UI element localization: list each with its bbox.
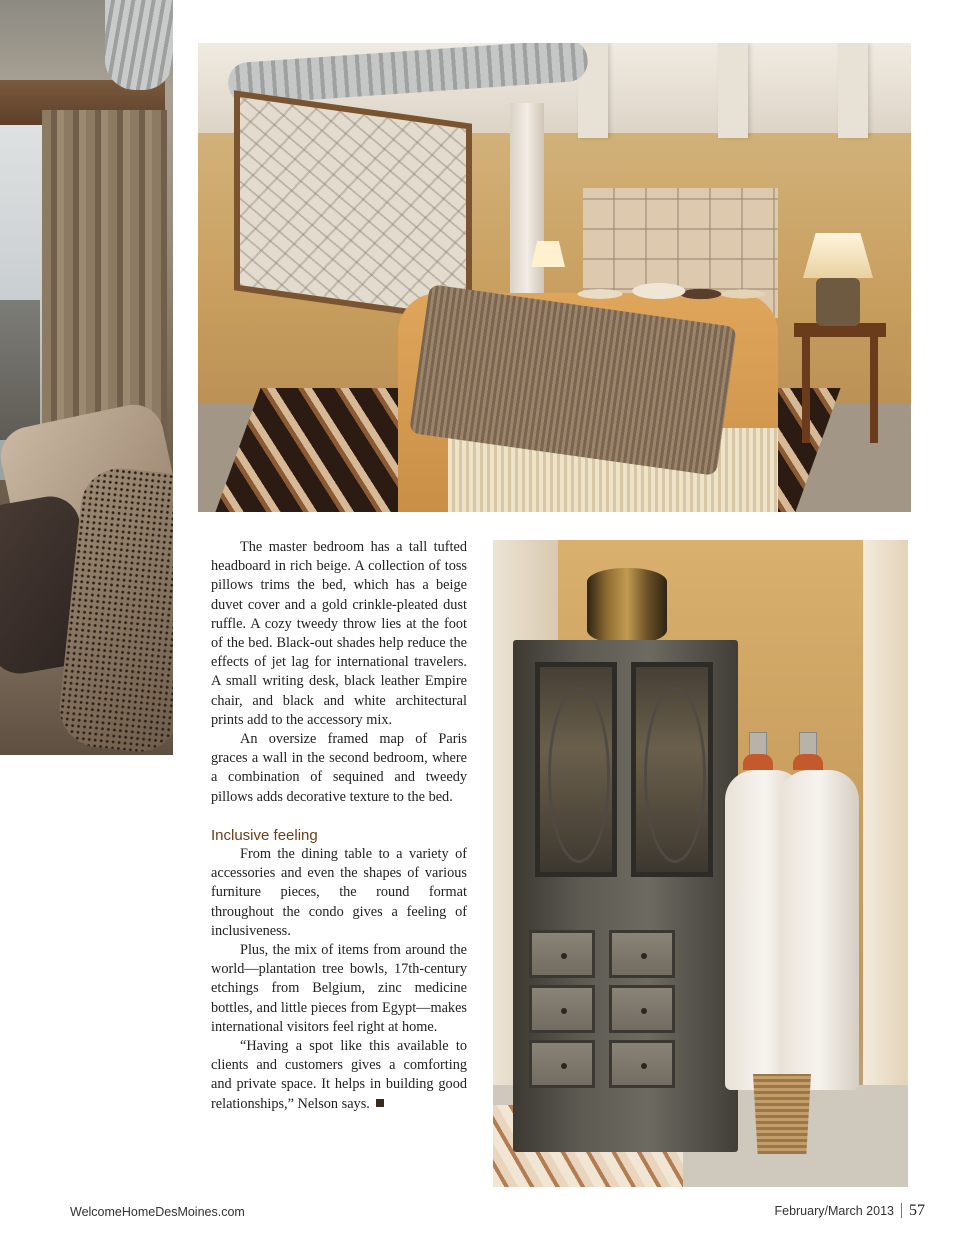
photo-wall-hook bbox=[799, 732, 817, 756]
article-paragraph: Plus, the mix of items from around the world—plantation tree bowls, 17th-century etchings from Belgium, zinc medicine bottles, and little pieces from Egypt—makes international visitors feel right at home. bbox=[211, 942, 467, 1035]
photo-robe bbox=[779, 770, 859, 1090]
photo-hanger bbox=[743, 754, 773, 770]
article-subhead: Inclusive feeling bbox=[211, 826, 318, 844]
photo-wastebasket bbox=[753, 1074, 811, 1154]
photo-glass-door bbox=[631, 662, 713, 877]
page-number: 57 bbox=[909, 1202, 925, 1219]
article-paragraph-text: “Having a spot like this available to clients and customers gives a comforting and private space. It helps in building good relationships,” Nelson says. bbox=[211, 1038, 467, 1112]
photo-ceiling-duct bbox=[105, 0, 173, 90]
photo-armoire-robes bbox=[493, 540, 908, 1187]
photo-drawer bbox=[609, 985, 675, 1033]
photo-drawer bbox=[529, 985, 595, 1033]
article-final-paragraph bbox=[211, 1037, 467, 1114]
photo-glass-door bbox=[535, 662, 617, 877]
footer-folio bbox=[774, 1202, 925, 1220]
photo-drawer bbox=[609, 1040, 675, 1088]
footer-divider bbox=[901, 1203, 902, 1218]
photo-side-table bbox=[794, 323, 886, 443]
photo-drawer bbox=[609, 930, 675, 978]
photo-window-buildings bbox=[0, 300, 40, 440]
photo-drawer bbox=[529, 1040, 595, 1088]
photo-curtain bbox=[42, 110, 167, 440]
photo-master-bedroom bbox=[198, 43, 911, 512]
photo-ceiling-beam bbox=[718, 43, 748, 138]
photo-lamp-base bbox=[816, 278, 860, 326]
photo-hanger bbox=[793, 754, 823, 770]
article-paragraph: An oversize framed map of Paris graces a wall in the second bedroom, where a combination of sequined and tweedy pillows adds decorative texture to the bed. bbox=[211, 731, 467, 805]
photo-decorative-box bbox=[587, 568, 667, 644]
footer-issue: February/March 2013 bbox=[774, 1204, 894, 1218]
photo-ceiling-beam bbox=[838, 43, 868, 138]
photo-armoire bbox=[513, 640, 738, 1152]
photo-wall-hook bbox=[749, 732, 767, 756]
article-paragraph: From the dining table to a variety of accessories and even the shapes of various furniture pieces, the round format throughout the condo gives a feeling of inclusiveness. bbox=[211, 846, 467, 939]
end-mark-icon bbox=[376, 1099, 384, 1107]
article-body bbox=[211, 538, 467, 1114]
photo-drawer bbox=[529, 930, 595, 978]
photo-lamp-shade bbox=[803, 233, 873, 278]
photo-living-room-pillows bbox=[0, 0, 173, 755]
footer-website: WelcomeHomeDesMoines.com bbox=[70, 1205, 245, 1219]
article-paragraph: The master bedroom has a tall tufted headboard in rich beige. A collection of toss pillows trims the bed, which has a beige duvet cover and a gold crinkle-pleated dust ruffle. A cozy tweedy throw lies at the foot of the bed. Black-out shades help reduce the effects of jet lag for international travelers. A small writing desk, black leather Empire chair, and black and white architectural prints add to the accessory mix. bbox=[211, 539, 467, 728]
